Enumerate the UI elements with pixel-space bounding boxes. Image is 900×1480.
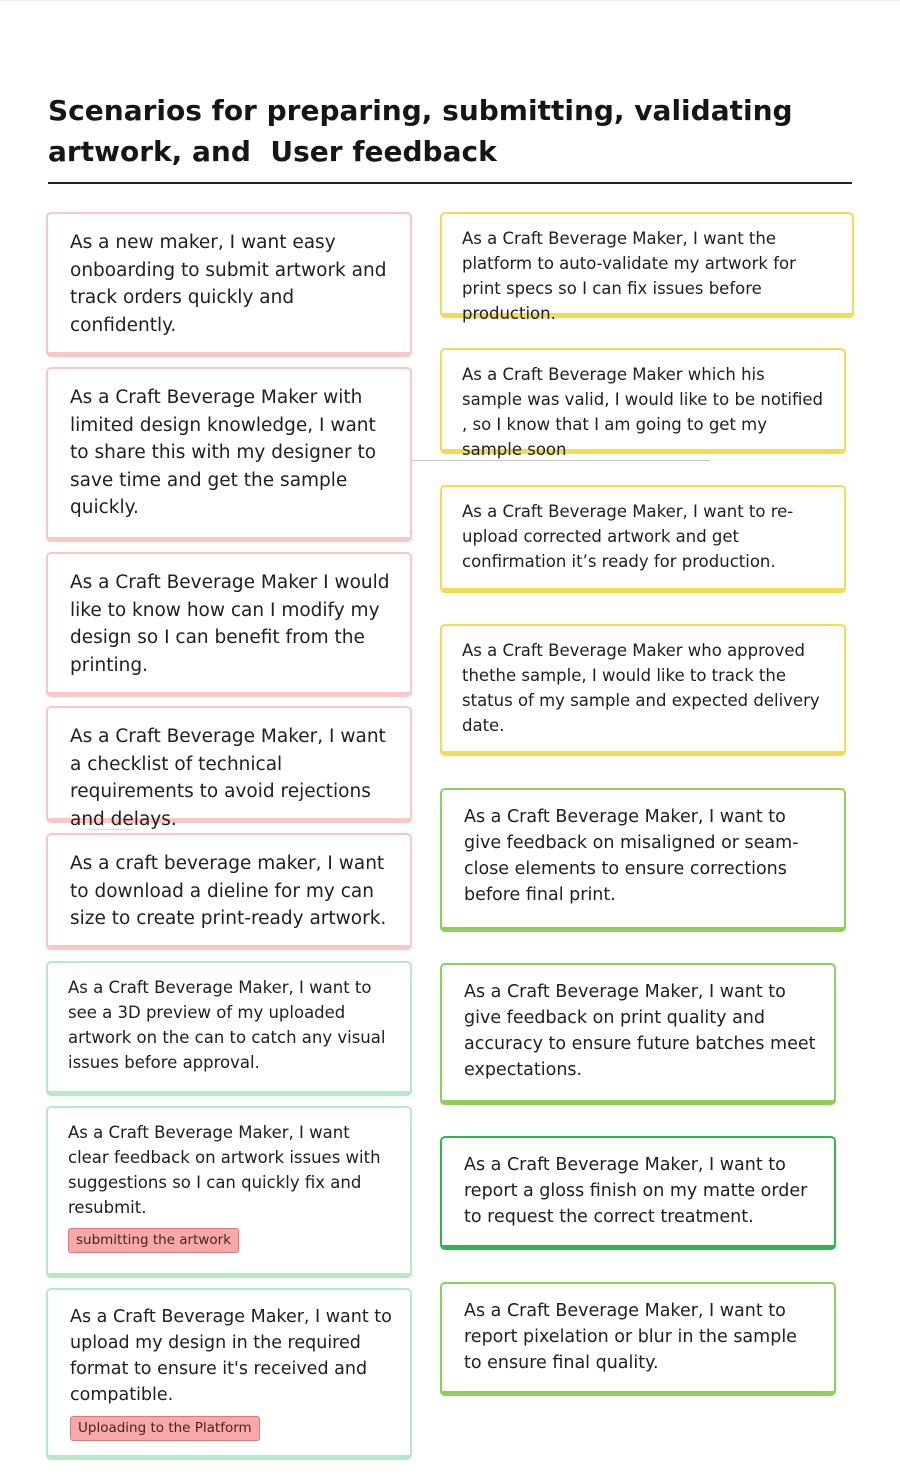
story-card-upload-design[interactable] [46,1288,412,1460]
tag-uploading-to-platform[interactable]: Uploading to the Platform [70,1416,260,1441]
story-card-onboarding[interactable] [46,212,412,357]
story-card-print-quality-feedback[interactable] [440,963,836,1105]
story-card-text: As a Craft Beverage Maker with limited design knowledge, I want to share this with my designer to save time and get the sample quickly. [70,387,377,518]
canvas-top-edge [0,0,900,1]
story-card-text: As a Craft Beverage Maker, I want to give feedback on misaligned or seam-close elements to ensure corrections before final print. [464,807,799,905]
story-card-pixelation-report[interactable] [440,1282,836,1396]
story-card-auto-validate[interactable] [440,212,854,323]
story-card-text: As a Craft Beverage Maker, I want clear feedback on artwork issues with suggestions so I can quickly fix and resubmit. [68,1123,381,1217]
story-card-share-with-designer[interactable] [46,367,412,542]
story-card-text: As a Craft Beverage Maker which his sample was valid, I would like to be notified , so I know that I am going to get my sample soon [462,365,823,459]
story-card-text: As a craft beverage maker, I want to download a dieline for my can size to create print-ready artwork. [70,853,387,929]
title-divider [48,182,852,184]
story-card-technical-checklist[interactable] [46,706,412,830]
story-card-reupload-artwork[interactable] [440,485,846,593]
story-card-text: As a Craft Beverage Maker who approved thethe sample, I would like to track the status of my sample and expected delivery date. [462,641,820,735]
story-card-modify-design[interactable] [46,552,412,697]
story-card-text: As a Craft Beverage Maker, I want a checklist of technical requirements to avoid rejections and delays. [70,726,386,830]
page-title: Scenarios for preparing, submitting, validating artwork, and User feedback [48,94,793,168]
story-card-text: As a Craft Beverage Maker I would like to know how can I modify my design so I can benefit from the printing. [70,572,390,676]
story-card-text: As a Craft Beverage Maker, I want to re-upload corrected artwork and get confirmation it’s ready for production. [462,502,794,571]
story-card-clear-feedback[interactable] [46,1106,412,1278]
story-card-text: As a Craft Beverage Maker, I want the platform to auto-validate my artwork for print specs so I can fix issues before production. [462,229,796,323]
story-card-track-sample[interactable] [440,624,846,756]
story-card-text: As a Craft Beverage Maker, I want to see a 3D preview of my uploaded artwork on the can to catch any visual issues before approval. [68,978,386,1072]
story-card-text: As a Craft Beverage Maker, I want to give feedback on print quality and accuracy to ensure future batches meet expectations. [464,982,816,1080]
story-card-gloss-finish-report[interactable] [440,1136,836,1250]
story-card-text: As a new maker, I want easy onboarding to submit artwork and track orders quickly and confidently. [70,232,387,336]
story-card-3d-preview[interactable] [46,961,412,1096]
story-card-sample-notification[interactable] [440,348,846,459]
story-card-download-dieline[interactable] [46,833,412,950]
story-card-text: As a Craft Beverage Maker, I want to report pixelation or blur in the sample to ensure final quality. [464,1301,797,1373]
story-card-text: As a Craft Beverage Maker, I want to upload my design in the required format to ensure it's received and compatible. [70,1307,392,1405]
story-card-text: As a Craft Beverage Maker, I want to report a gloss finish on my matte order to request the correct treatment. [464,1155,808,1227]
tag-submitting-artwork[interactable]: submitting the artwork [68,1228,239,1253]
story-card-misaligned-feedback[interactable] [440,788,846,932]
